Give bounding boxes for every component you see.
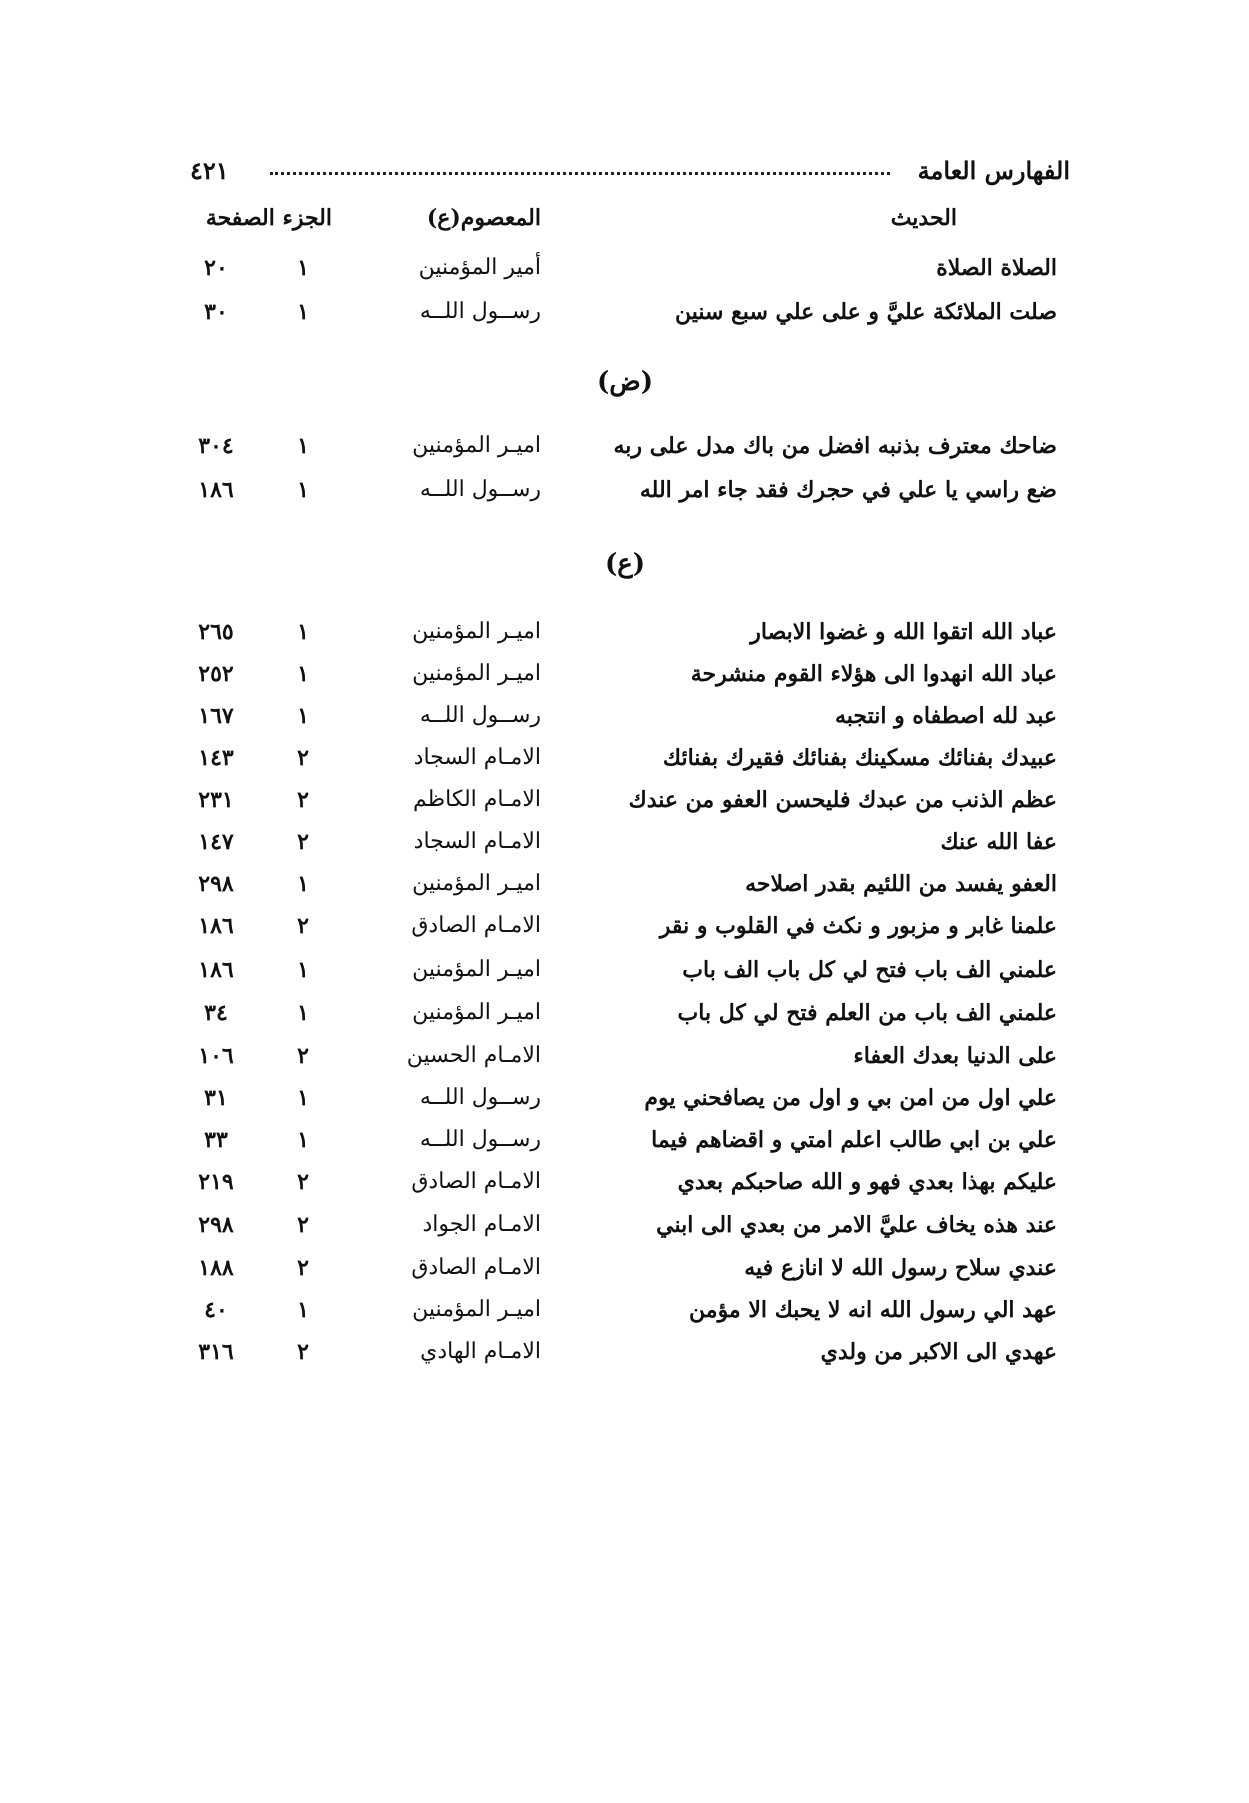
index-row xyxy=(0,1080,1249,1124)
hadith-text: علي اول من امن بي و اول من يصافحني يوم xyxy=(644,1085,1057,1111)
juz-number: ٢ xyxy=(297,1169,309,1195)
index-row xyxy=(0,428,1249,472)
page-ref: ١٨٦ xyxy=(198,477,234,503)
masum-name: رســول اللــه xyxy=(419,299,541,324)
page-ref: ٤٠ xyxy=(204,1297,228,1323)
index-row xyxy=(0,866,1249,910)
page-ref: ١٨٦ xyxy=(198,913,234,939)
hadith-text: علمنا غابر و مزبور و نكث في القلوب و نقر xyxy=(659,913,1057,939)
masum-name: الامـام الصادق xyxy=(411,1169,541,1194)
hadith-text: ضع راسي يا علي في حجرك فقد جاء امر الله xyxy=(639,477,1057,503)
index-row xyxy=(0,824,1249,868)
page-ref: ١٠٦ xyxy=(198,1043,234,1069)
page-ref: ١٨٨ xyxy=(198,1255,234,1281)
hadith-text: عبيدك بفنائك مسكينك بفنائك فقيرك بفنائك xyxy=(662,745,1057,771)
masum-name: اميـر المؤمنين xyxy=(412,619,541,644)
juz-number: ٢ xyxy=(297,913,309,939)
page-ref: ١٨٦ xyxy=(198,957,234,983)
masum-name: اميـر المؤمنين xyxy=(412,1000,541,1025)
index-row xyxy=(0,782,1249,826)
masum-name: اميـر المؤمنين xyxy=(412,433,541,458)
juz-number: ١ xyxy=(297,957,309,983)
juz-number: ١ xyxy=(297,433,309,459)
page-ref: ٢٣١ xyxy=(198,787,234,813)
masum-name: رســول اللــه xyxy=(419,703,541,728)
hadith-text: علي بن ابي طالب اعلم امتي و اقضاهم فيما xyxy=(651,1127,1057,1153)
running-header xyxy=(190,156,1070,196)
masum-name: رســول اللــه xyxy=(419,1127,541,1152)
page-ref: ٢٠ xyxy=(204,255,228,281)
index-row xyxy=(0,995,1249,1039)
index-row xyxy=(0,698,1249,742)
hadith-text: العفو يفسد من اللئيم بقدر اصلاحه xyxy=(745,871,1057,897)
juz-number: ١ xyxy=(297,703,309,729)
page-ref: ٣١ xyxy=(204,1085,228,1111)
page-ref: ٣١٦ xyxy=(198,1339,234,1365)
column-header-masum: المعصوم(ع) xyxy=(426,205,541,231)
page-ref: ٢٦٥ xyxy=(198,619,234,645)
section-heading-ain: (ع) xyxy=(604,549,646,579)
hadith-text: الصلاة الصلاة xyxy=(936,255,1057,281)
hadith-text: عفا الله عنك xyxy=(940,829,1057,855)
hadith-text: عندي سلاح رسول الله لا انازع فيه xyxy=(744,1255,1057,1281)
juz-number: ٢ xyxy=(297,1339,309,1365)
index-row xyxy=(0,294,1249,338)
index-row xyxy=(0,1207,1249,1251)
hadith-text: عند هذه يخاف عليَّ الامر من بعدي الى ابني xyxy=(656,1212,1057,1238)
section-heading-dad: (ض) xyxy=(596,367,654,397)
index-row xyxy=(0,1334,1249,1378)
hadith-text: عهد الي رسول الله انه لا يحبك الا مؤمن xyxy=(689,1297,1057,1323)
page-ref: ٢١٩ xyxy=(198,1169,234,1195)
column-header-row xyxy=(0,200,1249,244)
page-ref: ٣٠ xyxy=(204,299,228,325)
masum-name: الامـام الهادي xyxy=(420,1339,541,1364)
index-row xyxy=(0,614,1249,658)
index-row xyxy=(0,1292,1249,1336)
hadith-text: عظم الذنب من عبدك فليحسن العفو من عندك xyxy=(628,787,1057,813)
index-row xyxy=(0,952,1249,996)
index-row xyxy=(0,472,1249,516)
juz-number: ١ xyxy=(297,1127,309,1153)
page-ref: ٣٤ xyxy=(204,1000,228,1026)
running-header-title: الفهارس العامة xyxy=(917,156,1070,185)
column-header-hadith: الحديث xyxy=(890,205,957,231)
index-row xyxy=(0,1250,1249,1294)
index-row xyxy=(0,656,1249,700)
masum-name: رســول اللــه xyxy=(419,477,541,502)
page-ref: ٢٩٨ xyxy=(198,1212,234,1238)
juz-number: ٢ xyxy=(297,1255,309,1281)
juz-number: ٢ xyxy=(297,829,309,855)
juz-number: ١ xyxy=(297,1000,309,1026)
page-ref: ٣٠٤ xyxy=(198,433,234,459)
juz-number: ١ xyxy=(297,299,309,325)
page-ref: ١٤٣ xyxy=(198,745,234,771)
masum-name: اميـر المؤمنين xyxy=(412,661,541,686)
masum-name: رســول اللــه xyxy=(419,1085,541,1110)
index-row xyxy=(0,1038,1249,1082)
juz-number: ٢ xyxy=(297,1212,309,1238)
hadith-text: عباد الله انهدوا الى هؤلاء القوم منشرحة xyxy=(690,661,1057,687)
hadith-text: صلت الملائكة عليَّ و على علي سبع سنين xyxy=(674,299,1057,325)
index-row xyxy=(0,1122,1249,1166)
index-row xyxy=(0,1164,1249,1208)
masum-name: الامـام السجاد xyxy=(413,829,541,854)
hadith-text: علمني الف باب فتح لي كل باب الف باب xyxy=(682,957,1057,983)
page-ref: ١٦٧ xyxy=(198,703,234,729)
juz-number: ١ xyxy=(297,661,309,687)
juz-number: ١ xyxy=(297,477,309,503)
juz-number: ١ xyxy=(297,871,309,897)
index-row xyxy=(0,740,1249,784)
hadith-text: ضاحك معترف بذنبه افضل من باك مدل على ربه xyxy=(613,433,1057,459)
hadith-text: عبد لله اصطفاه و انتجبه xyxy=(834,703,1057,729)
column-header-juz-page: الجزء الصفحة xyxy=(205,205,332,231)
hadith-text: على الدنيا بعدك العفاء xyxy=(853,1043,1057,1069)
page-ref: ١٤٧ xyxy=(198,829,234,855)
index-row xyxy=(0,250,1249,294)
hadith-text: عهدي الى الاكبر من ولدي xyxy=(820,1339,1057,1365)
masum-name: الامـام الصادق xyxy=(411,1255,541,1280)
juz-number: ٢ xyxy=(297,745,309,771)
masum-name: اميـر المؤمنين xyxy=(412,957,541,982)
masum-name: الامـام الصادق xyxy=(411,913,541,938)
juz-number: ١ xyxy=(297,1297,309,1323)
hadith-text: علمني الف باب من العلم فتح لي كل باب xyxy=(677,1000,1057,1026)
juz-number: ١ xyxy=(297,255,309,281)
page-number: ٤٢١ xyxy=(190,156,229,185)
juz-number: ١ xyxy=(297,619,309,645)
page-ref: ٢٩٨ xyxy=(198,871,234,897)
masum-name: اميـر المؤمنين xyxy=(412,871,541,896)
masum-name: الامـام السجاد xyxy=(413,745,541,770)
page-ref: ٣٣ xyxy=(204,1127,228,1153)
masum-name: الامـام الحسين xyxy=(406,1043,541,1068)
juz-number: ٢ xyxy=(297,787,309,813)
masum-name: اميـر المؤمنين xyxy=(412,1297,541,1322)
page-ref: ٢٥٢ xyxy=(198,661,234,687)
hadith-text: عباد الله اتقوا الله و غضوا الابصار xyxy=(750,619,1057,645)
masum-name: أمير المؤمنين xyxy=(418,255,541,280)
hadith-text: عليكم بهذا بعدي فهو و الله صاحبكم بعدي xyxy=(677,1169,1057,1195)
masum-name: الامـام الكاظم xyxy=(412,787,541,812)
juz-number: ٢ xyxy=(297,1043,309,1069)
index-row xyxy=(0,908,1249,952)
masum-name: الامـام الجواد xyxy=(422,1212,541,1237)
juz-number: ١ xyxy=(297,1085,309,1111)
leader-dots xyxy=(270,172,890,175)
